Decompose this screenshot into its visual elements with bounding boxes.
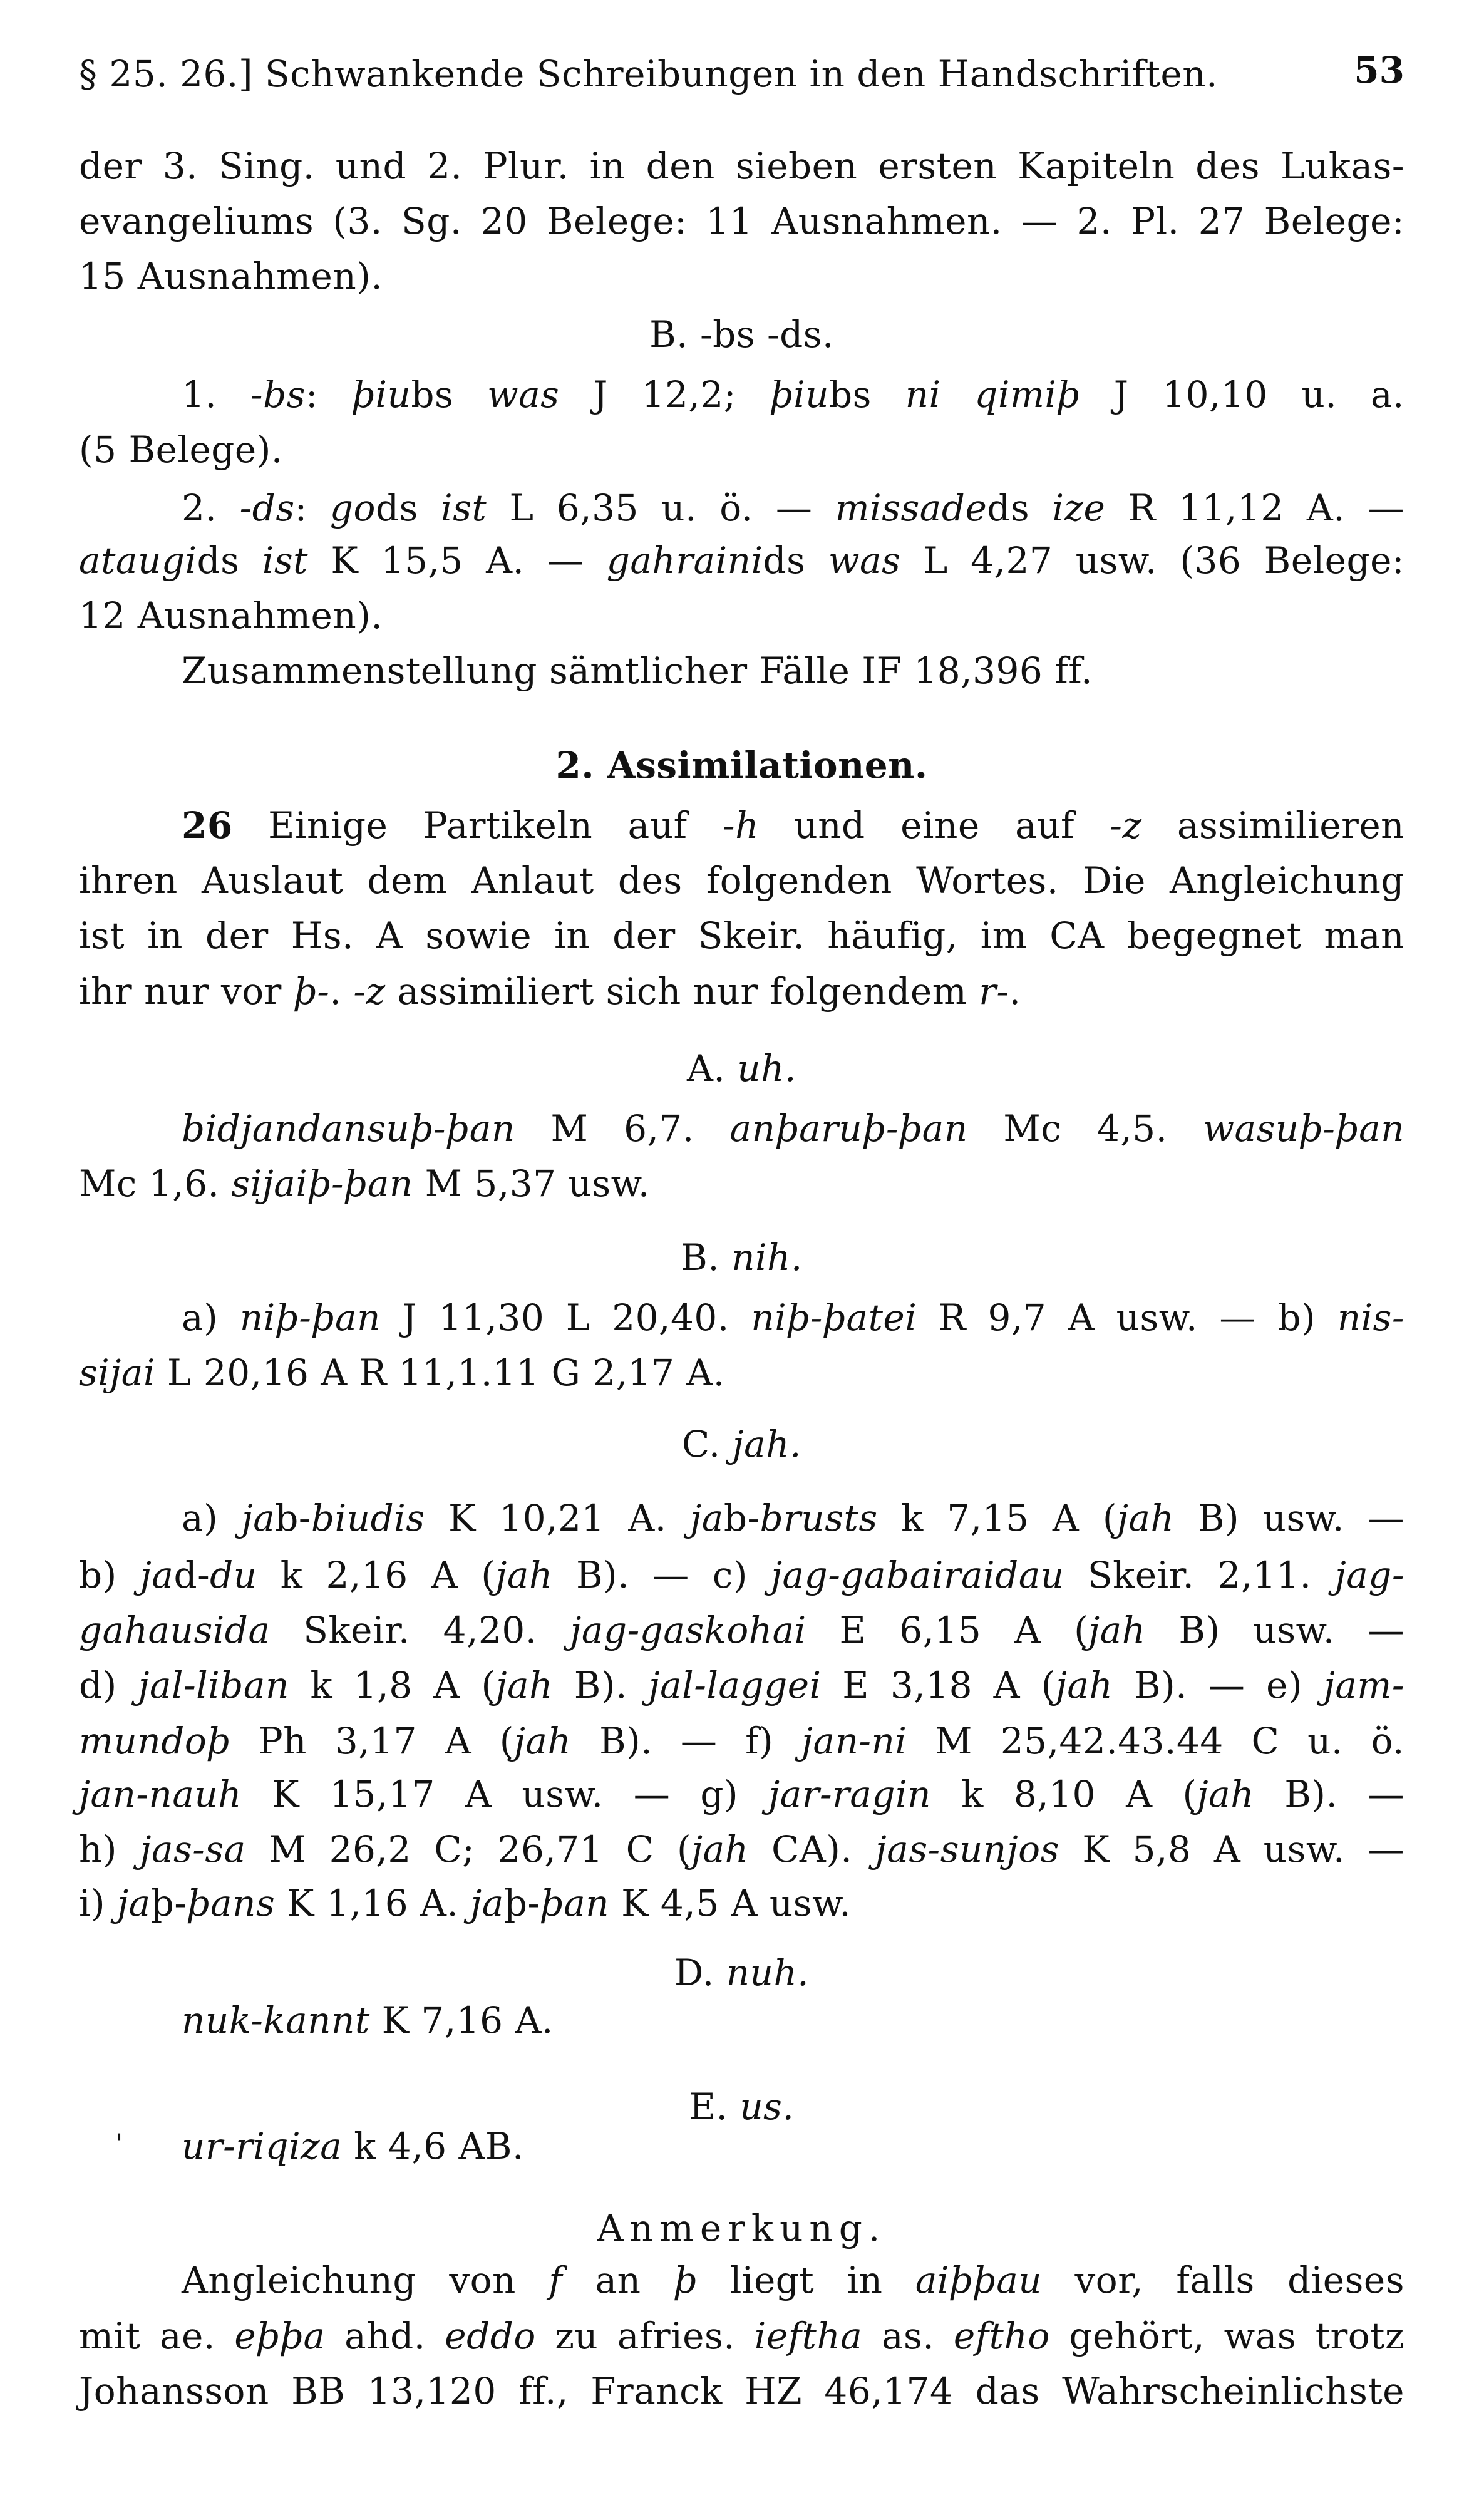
text-line: nuk-kannt K 7,16 A. bbox=[182, 1999, 554, 2042]
text-line: gahausida Skeir. 4,20. jag-gaskohai E 6,15 A (jah B) usw. — bbox=[79, 1609, 1404, 1651]
text-line: i) jaþ-þans K 1,16 A. jaþ-þan K 4,5 A usw. bbox=[79, 1882, 852, 1924]
text-line: bidjandansuþ-þan M 6,7. anþaruþ-þan Mc 4,5. wasuþ-þan bbox=[182, 1107, 1405, 1150]
subsection-heading: B. nih. bbox=[681, 1236, 803, 1279]
text-line: Zusammenstellung sämtlicher Fälle IF 18,396 ff. bbox=[182, 649, 1093, 692]
text-line: a) niþ-þan J 11,30 L 20,40. niþ-þatei R 9,7 A usw. — b) nis- bbox=[182, 1296, 1404, 1339]
note-heading: Anmerkung. bbox=[597, 2207, 887, 2249]
text-line: ataugids ist K 15,5 A. — gahrainids was L 4,27 usw. (36 Belege: bbox=[79, 539, 1404, 582]
section-heading: 2. Assimilationen. bbox=[555, 744, 928, 787]
margin-mark: ' bbox=[116, 2129, 123, 2158]
subsection-heading: A. uh. bbox=[687, 1047, 796, 1090]
text-line: ist in der Hs. A sowie in der Skeir. häufig, im CA begegnet man bbox=[79, 914, 1404, 957]
text-line: jan-nauh K 15,17 A usw. — g) jar-ragin k 8,10 A (jah B). — bbox=[79, 1773, 1405, 1815]
text-line: evangeliums (3. Sg. 20 Belege: 11 Ausnahmen. — 2. Pl. 27 Belege: bbox=[79, 200, 1404, 242]
text-line: a) jab-biudis K 10,21 A. jab-brusts k 7,15 A (jah B) usw. — bbox=[182, 1497, 1404, 1539]
text-line: 1. -bs: þiubs was J 12,2; þiubs ni qimiþ J 10,10 u. a. bbox=[182, 373, 1404, 416]
subsection-heading: C. jah. bbox=[681, 1423, 802, 1465]
text-line: 15 Ausnahmen). bbox=[79, 255, 383, 297]
text-line: mundoþ Ph 3,17 A (jah B). — f) jan-ni M 25,42.43.44 C u. ö. bbox=[79, 1720, 1404, 1762]
text-line: Mc 1,6. sijaiþ-þan M 5,37 usw. bbox=[79, 1162, 650, 1205]
text-line: d) jal-liban k 1,8 A (jah B). jal-laggei E 3,18 A (jah B). — e) jam- bbox=[79, 1664, 1404, 1707]
text-line: b) jad-du k 2,16 A (jah B). — c) jag-gabairaidau Skeir. 2,11. jag- bbox=[79, 1554, 1405, 1596]
text-line: 2. -ds: gods ist L 6,35 u. ö. — missadeds ize R 11,12 A. — bbox=[182, 487, 1404, 529]
subsection-heading: D. nuh. bbox=[674, 1951, 810, 1994]
text-line: mit ae. eþþa ahd. eddo zu afries. ieftha as. eftho gehört, was trotz bbox=[79, 2315, 1405, 2357]
text-line: Johansson BB 13,120 ff., Franck HZ 46,174 das Wahrscheinlichste bbox=[79, 2370, 1404, 2412]
text-line: Angleichung von f an þ liegt in aiþþau vor, falls dieses bbox=[182, 2259, 1404, 2301]
text-line: ihren Auslaut dem Anlaut des folgenden Wortes. Die Angleichung bbox=[79, 859, 1404, 902]
page-number: 53 bbox=[1354, 49, 1404, 91]
text-line: 12 Ausnahmen). bbox=[79, 594, 383, 637]
text-line: 26 Einige Partikeln auf -h und eine auf -z assimilieren bbox=[182, 804, 1404, 847]
paragraph-number: 26 bbox=[182, 804, 233, 847]
text-line: ihr nur vor þ-. -z assimiliert sich nur folgendem r-. bbox=[79, 970, 1021, 1013]
subsection-heading: E. us. bbox=[689, 2085, 795, 2128]
text-line: der 3. Sing. und 2. Plur. in den sieben ersten Kapiteln des Lukas- bbox=[79, 145, 1404, 187]
text-line: (5 Belege). bbox=[79, 428, 283, 471]
text-line: h) jas-sa M 26,2 C; 26,71 C (jah CA). jas-sunjos K 5,8 A usw. — bbox=[79, 1828, 1405, 1871]
running-header: § 25. 26.] Schwankende Schreibungen in den Handschriften. bbox=[79, 53, 1219, 95]
text-line: sijai L 20,16 A R 11,1.11 G 2,17 A. bbox=[79, 1351, 725, 1394]
text-line: ur-riqiza k 4,6 AB. bbox=[182, 2125, 524, 2167]
subsection-heading: B. -bs -ds. bbox=[649, 313, 834, 356]
